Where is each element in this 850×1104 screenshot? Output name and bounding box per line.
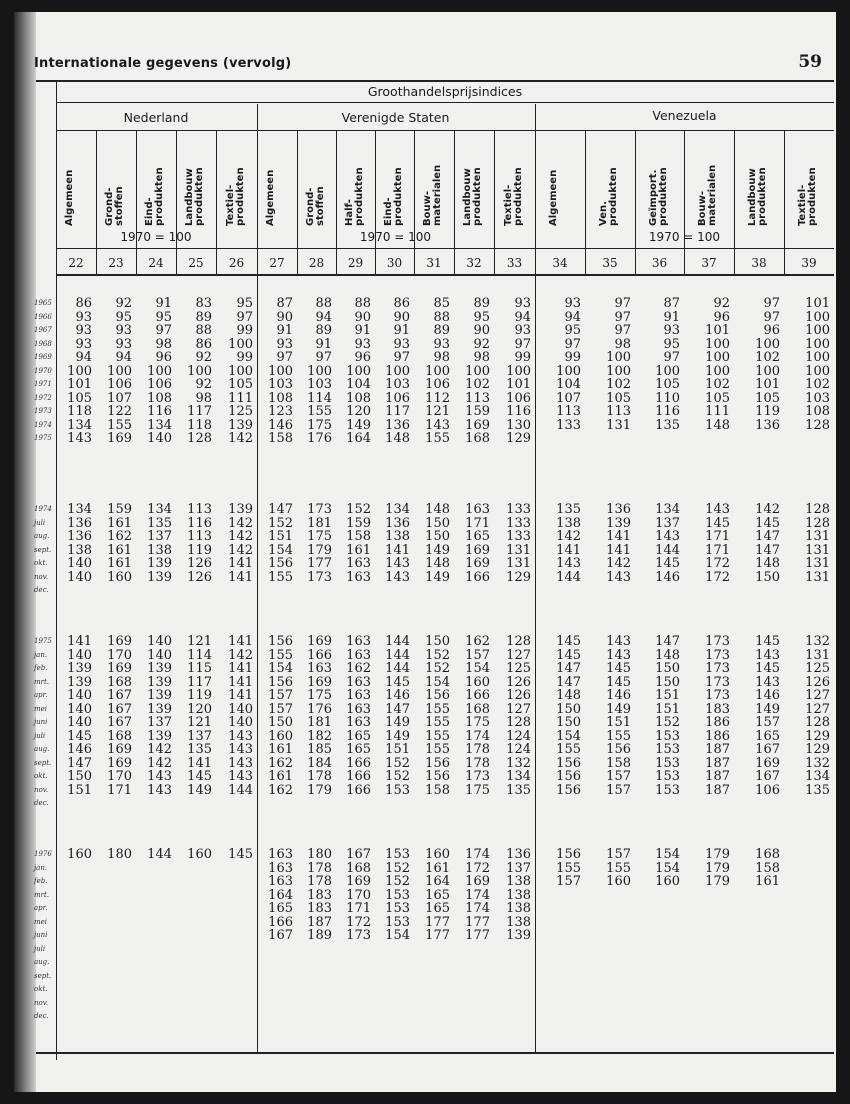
data-column: 139 142 142 142 141 141 (228, 502, 253, 585)
data-column: 173 181 175 179 177 173 (307, 502, 332, 585)
column-header-label: Algemeen (265, 169, 276, 226)
data-column: 160 (67, 847, 92, 862)
base-year-nederland: 1970 = 100 (120, 230, 192, 244)
data-column: 87 91 93 95 97 100 105 110 116 135 (655, 296, 680, 433)
data-column: 134 137 143 144 145 146 (655, 502, 680, 585)
column-rule (136, 130, 137, 274)
column-number: 31 (426, 256, 442, 270)
data-column: 88 94 89 91 97 100 103 114 155 175 176 (307, 296, 332, 446)
column-number: 28 (308, 256, 325, 270)
row-label: juli (34, 518, 46, 527)
row-labels (34, 297, 52, 446)
row-label: sept. (34, 758, 52, 767)
row-label: 1965 (34, 299, 52, 307)
row-label: 1974 (34, 505, 52, 513)
column-rule (585, 130, 586, 274)
column-number: 25 (188, 256, 204, 270)
row-label: 1972 (34, 393, 52, 402)
data-column: 167 168 169 170 171 172 173 (346, 847, 371, 943)
column-header-label: Landbouw produkten (462, 167, 483, 226)
table-main-title: Groothandelsprijsindices (367, 84, 523, 99)
base-year-verenigde-staten: 1970 = 100 (359, 230, 432, 244)
row-label: juli (34, 944, 46, 953)
data-column: 87 90 91 93 97 100 103 108 123 146 158 (268, 296, 293, 446)
column-header-label: Ven. produkten (598, 167, 619, 226)
data-column: 157 155 160 (606, 847, 631, 889)
row-label: feb. (34, 664, 48, 672)
column-number: 27 (269, 256, 285, 270)
row-label: 1975 (34, 434, 52, 442)
data-column: 153 152 152 153 153 153 154 (385, 847, 410, 943)
table-bottom-rule (36, 1052, 834, 1054)
data-column: 95 97 99 100 99 100 105 111 125 139 142 (228, 296, 253, 446)
column-number: 36 (651, 256, 668, 270)
group-divider-2 (535, 104, 536, 1054)
data-column: 156 155 157 (556, 847, 581, 889)
data-column: 143 145 171 171 172 172 (705, 502, 730, 585)
data-column: 179 179 179 (705, 847, 730, 889)
column-rule (336, 130, 337, 274)
data-column: 150 152 152 154 156 155 155 155 155 156 156 158 (425, 634, 450, 798)
row-label: 1969 (34, 353, 52, 361)
base-year-venezuela: 1970 = 100 (648, 230, 721, 244)
row-label: mrt. (34, 677, 50, 686)
data-column: 89 95 90 92 98 100 102 113 159 169 168 (465, 296, 490, 446)
row-label: jan. (34, 650, 48, 659)
row-label: dec. (34, 586, 49, 594)
row-label: 1974 (34, 420, 52, 429)
row-label: mei (34, 704, 48, 713)
data-column: 147 148 150 150 151 151 152 153 153 153 153 153 (655, 634, 680, 798)
row-labels (34, 848, 52, 1024)
data-column: 133 133 133 131 131 129 (506, 502, 531, 585)
column-rule (414, 130, 415, 274)
column-number: 39 (801, 256, 817, 270)
data-column: 143 143 145 145 146 149 151 155 156 158 157 157 (606, 634, 631, 798)
column-rule (784, 130, 785, 274)
column-header-label: Algemeen (64, 169, 75, 226)
data-column: 140 140 139 139 139 139 137 139 142 142 143 143 (147, 634, 172, 798)
page-number: 59 (798, 52, 822, 72)
column-rule (96, 130, 97, 274)
column-header-label: Eind- produkten (144, 167, 165, 226)
data-column: 85 88 89 93 98 100 106 112 121 143 155 (425, 296, 450, 446)
column-rule (375, 130, 376, 274)
data-column: 83 89 88 86 92 100 92 98 117 118 128 (187, 296, 212, 446)
data-column: 86 90 91 93 97 100 103 106 117 136 148 (385, 296, 410, 446)
row-label: 1973 (34, 407, 52, 415)
data-column: 145 143 145 143 146 149 157 165 167 169 167 106 (755, 634, 780, 798)
data-column: 156 155 154 156 157 157 150 160 161 162 161 162 (268, 634, 293, 798)
data-column: 169 166 163 169 175 176 181 182 185 184 178 179 (307, 634, 332, 798)
row-label: nov. (34, 998, 49, 1007)
data-column: 180 178 178 183 183 187 189 (307, 847, 332, 943)
data-column: 93 94 93 97 99 100 101 106 116 130 129 (506, 296, 531, 446)
data-column: 174 172 169 174 174 177 177 (465, 847, 490, 943)
data-column: 144 (147, 847, 172, 862)
column-number: 37 (701, 256, 717, 270)
row-label: 1970 (34, 366, 52, 375)
header-rule (36, 80, 834, 82)
row-label: 1967 (34, 326, 52, 334)
row-label: mei (34, 917, 48, 926)
data-column: 128 128 131 131 131 131 (805, 502, 830, 585)
group-label-nederland: Nederland (123, 110, 189, 125)
data-column: 145 (228, 847, 253, 862)
column-header-label: Bouw- materialen (697, 164, 718, 226)
row-label: 1975 (34, 637, 52, 645)
row-label: okt. (34, 772, 48, 780)
column-rule (176, 130, 177, 274)
data-column: 136 137 138 138 138 138 139 (506, 847, 531, 943)
data-column: 86 93 93 93 94 100 101 105 118 134 143 (67, 296, 92, 446)
column-number: 38 (751, 256, 767, 270)
data-column: 128 127 125 126 126 127 128 124 124 132 134 135 (506, 634, 531, 798)
data-column: 91 95 97 98 96 100 106 108 116 134 140 (147, 296, 172, 446)
data-column: 92 95 93 93 94 100 106 107 122 155 169 (107, 296, 132, 446)
colnum-bottom-rule (56, 274, 834, 276)
data-column: 160 (187, 847, 212, 862)
column-header-label: Landbouw produkten (184, 167, 205, 226)
column-number: 22 (68, 256, 84, 270)
column-header-label: Bouw- materialen (422, 164, 443, 226)
column-rule (216, 130, 217, 274)
data-column: 134 136 136 138 140 140 (67, 502, 92, 585)
row-label: nov. (34, 572, 49, 581)
data-column: 135 138 142 141 143 144 (556, 502, 581, 585)
row-label: 1968 (34, 339, 52, 348)
column-header-label: Landbouw produkten (747, 167, 768, 226)
column-header-label: Half- produkten (343, 167, 365, 226)
previous-page-fragment (14, 12, 34, 1092)
column-number: 24 (148, 256, 164, 270)
data-column: 163 171 165 169 169 166 (465, 502, 490, 585)
data-column: 152 159 158 161 163 163 (346, 502, 371, 585)
column-header-label: Grond- stoffen (304, 186, 326, 226)
column-header-label: Textiel- produkten (797, 167, 818, 226)
data-column: 160 161 164 165 165 177 177 (425, 847, 450, 943)
data-column: 162 157 154 160 166 168 175 174 178 178 173 175 (465, 634, 490, 798)
data-column: 180 (107, 847, 132, 862)
row-label: apr. (34, 904, 48, 912)
group-label-verenigde-staten: Verenigde Staten (341, 110, 450, 125)
row-label: nov. (34, 785, 49, 794)
data-column: 97 97 96 100 102 100 101 105 119 136 (755, 296, 780, 433)
data-column: 132 131 125 126 127 127 128 129 129 132 134 135 (805, 634, 830, 798)
data-column: 169 170 169 168 167 167 167 168 169 169 170 171 (107, 634, 132, 798)
row-label: mrt. (34, 890, 50, 899)
column-header-label: Eind- produkten (382, 167, 404, 226)
row-labels (34, 635, 52, 811)
colnum-top-rule (56, 248, 834, 249)
row-label: dec. (34, 799, 49, 807)
data-column: 154 154 160 (655, 847, 680, 889)
data-column: 93 94 95 97 99 100 104 107 113 133 (556, 296, 581, 433)
data-column: 142 145 147 147 148 150 (755, 502, 780, 585)
data-column: 163 163 163 164 165 166 167 (268, 847, 293, 943)
data-column: 144 144 144 145 146 147 149 149 151 152 152 153 (385, 634, 410, 798)
row-label: okt. (34, 985, 48, 993)
group-rule-left (56, 130, 834, 131)
row-label: aug. (34, 532, 50, 540)
column-number: 30 (386, 256, 403, 270)
column-number: 29 (347, 256, 364, 270)
column-header-label: Geïmport. produkten (647, 167, 669, 226)
row-label: dec. (34, 1012, 49, 1020)
page-header-title: Internationale gegevens (vervolg) (34, 56, 292, 71)
column-number: 33 (506, 256, 523, 270)
data-column: 134 135 137 138 139 139 (147, 502, 172, 585)
data-column: 145 145 147 147 148 150 150 154 155 156 156 156 (556, 634, 581, 798)
column-header-label: Textiel- produkten (502, 167, 524, 226)
row-label: juni (34, 718, 48, 726)
data-column: 101 100 100 100 100 100 102 103 108 128 (805, 296, 830, 433)
data-column: 113 116 113 119 126 126 (187, 502, 212, 585)
column-header-label: Textiel- produkten (224, 167, 246, 226)
column-rule (734, 130, 735, 274)
column-number: 23 (108, 256, 124, 270)
row-label: 1966 (34, 312, 52, 321)
column-rule (635, 130, 636, 274)
column-number: 35 (602, 256, 618, 270)
column-rule (297, 130, 298, 274)
row-label: 1971 (34, 380, 52, 388)
column-rule (454, 130, 455, 274)
row-label: feb. (34, 877, 48, 885)
row-label: 1976 (34, 850, 52, 858)
column-header-label: Algemeen (548, 169, 559, 226)
data-column: 121 114 115 117 119 120 121 137 135 141 145 149 (187, 634, 212, 798)
column-header-label: Grond- stoffen (104, 186, 125, 226)
data-column: 148 150 150 149 148 149 (425, 502, 450, 585)
data-column: 141 140 139 139 140 140 140 145 146 147 150 151 (67, 634, 92, 798)
data-column: 136 139 141 141 142 143 (606, 502, 631, 585)
data-column: 159 161 162 161 161 160 (107, 502, 132, 585)
row-labels (34, 503, 52, 598)
row-label: sept. (34, 971, 52, 980)
column-number: 26 (228, 256, 245, 270)
data-column: 88 90 91 93 96 100 104 108 120 149 164 (346, 296, 371, 446)
row-label: jan. (34, 863, 48, 872)
row-label: apr. (34, 691, 48, 699)
data-column: 147 152 151 154 156 155 (268, 502, 293, 585)
data-column: 97 97 97 98 100 100 102 105 113 131 (606, 296, 631, 433)
data-column: 173 173 173 173 173 183 186 186 187 187 187 187 (705, 634, 730, 798)
column-rule (494, 130, 495, 274)
data-column: 134 136 138 141 143 143 (385, 502, 410, 585)
row-label: juni (34, 931, 48, 939)
row-label: aug. (34, 958, 50, 966)
row-label: juli (34, 731, 46, 740)
column-number: 32 (466, 256, 482, 270)
row-label: aug. (34, 745, 50, 753)
column-rule (684, 130, 685, 274)
main-title-rule (56, 102, 834, 103)
data-column: 168 158 161 (755, 847, 780, 889)
group-label-venezuela: Venezuela (652, 108, 717, 123)
data-column: 92 96 101 100 100 100 102 105 111 148 (705, 296, 730, 433)
data-column: 141 142 141 141 141 140 140 143 143 143 143 144 (228, 634, 253, 798)
document-page (14, 12, 836, 1092)
row-label: okt. (34, 559, 48, 567)
column-number: 34 (552, 256, 568, 270)
row-label: sept. (34, 545, 52, 554)
data-column: 163 163 162 163 163 163 163 165 165 166 166 166 (346, 634, 371, 798)
